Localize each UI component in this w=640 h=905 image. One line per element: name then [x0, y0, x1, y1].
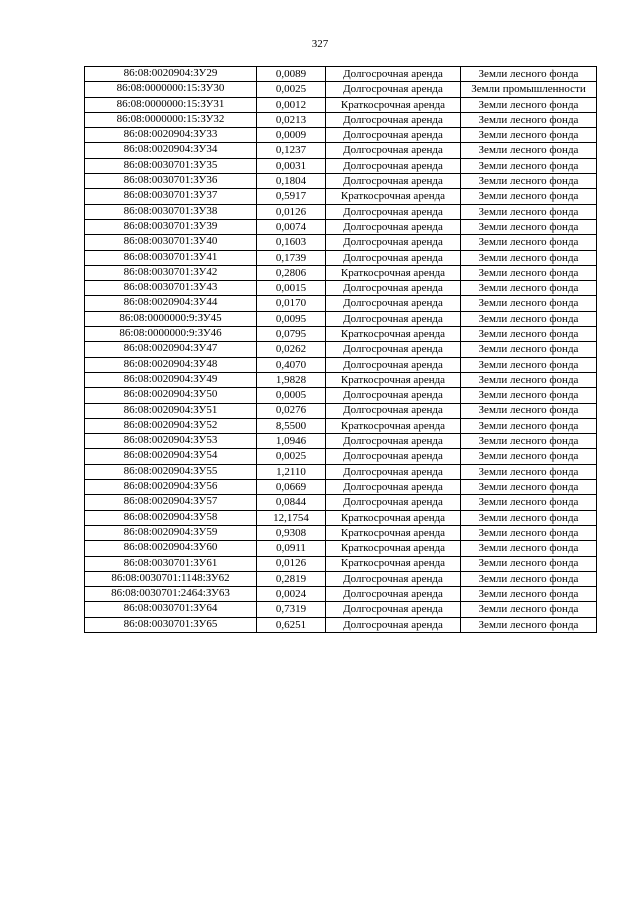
plot-id-cell: 86:08:0020904:ЗУ55 [85, 464, 257, 479]
plot-id-cell: 86:08:0020904:ЗУ57 [85, 495, 257, 510]
plot-id-cell: 86:08:0020904:ЗУ34 [85, 143, 257, 158]
land-category-cell: Земли лесного фонда [461, 67, 597, 82]
area-cell: 0,1237 [257, 143, 326, 158]
land-category-cell: Земли лесного фонда [461, 617, 597, 632]
lease-type-cell: Долгосрочная аренда [326, 388, 461, 403]
land-category-cell: Земли лесного фонда [461, 250, 597, 265]
lease-type-cell: Долгосрочная аренда [326, 250, 461, 265]
land-category-cell: Земли лесного фонда [461, 311, 597, 326]
area-cell: 0,0126 [257, 556, 326, 571]
table-row [85, 388, 597, 403]
lease-type-cell: Краткосрочная аренда [326, 525, 461, 540]
land-category-cell: Земли промышленности [461, 82, 597, 97]
plot-id-cell: 86:08:0020904:ЗУ44 [85, 296, 257, 311]
land-category-cell: Земли лесного фонда [461, 235, 597, 250]
land-category-cell: Земли лесного фонда [461, 418, 597, 433]
lease-type-cell: Долгосрочная аренда [326, 82, 461, 97]
table-row [85, 82, 597, 97]
land-category-cell: Земли лесного фонда [461, 495, 597, 510]
land-category-cell: Земли лесного фонда [461, 587, 597, 602]
plot-id-cell: 86:08:0020904:ЗУ56 [85, 480, 257, 495]
lease-type-cell: Долгосрочная аренда [326, 158, 461, 173]
lease-type-cell: Долгосрочная аренда [326, 67, 461, 82]
plot-id-cell: 86:08:0000000:15:ЗУ30 [85, 82, 257, 97]
area-cell: 0,0015 [257, 281, 326, 296]
land-category-cell: Земли лесного фонда [461, 158, 597, 173]
land-category-cell: Земли лесного фонда [461, 556, 597, 571]
land-category-cell: Земли лесного фонда [461, 281, 597, 296]
lease-type-cell: Краткосрочная аренда [326, 541, 461, 556]
table-row [85, 525, 597, 540]
table-row [85, 480, 597, 495]
area-cell: 0,0213 [257, 112, 326, 127]
area-cell: 8,5500 [257, 418, 326, 433]
plot-id-cell: 86:08:0030701:ЗУ42 [85, 265, 257, 280]
table-row [85, 235, 597, 250]
lease-type-cell: Долгосрочная аренда [326, 204, 461, 219]
table-row [85, 602, 597, 617]
table-row [85, 357, 597, 372]
table-row [85, 189, 597, 204]
table-row [85, 143, 597, 158]
lease-type-cell: Долгосрочная аренда [326, 311, 461, 326]
plot-id-cell: 86:08:0000000:9:ЗУ46 [85, 327, 257, 342]
plot-id-cell: 86:08:0020904:ЗУ47 [85, 342, 257, 357]
area-cell: 0,7319 [257, 602, 326, 617]
table-row [85, 281, 597, 296]
table-row [85, 495, 597, 510]
table-row [85, 617, 597, 632]
table-row [85, 204, 597, 219]
plot-id-cell: 86:08:0020904:ЗУ60 [85, 541, 257, 556]
table-row [85, 158, 597, 173]
area-cell: 1,2110 [257, 464, 326, 479]
land-category-cell: Земли лесного фонда [461, 97, 597, 112]
lease-type-cell: Долгосрочная аренда [326, 602, 461, 617]
land-category-cell: Земли лесного фонда [461, 189, 597, 204]
table-row [85, 587, 597, 602]
area-cell: 0,0262 [257, 342, 326, 357]
table-row [85, 311, 597, 326]
area-cell: 0,4070 [257, 357, 326, 372]
area-cell: 0,0025 [257, 449, 326, 464]
area-cell: 0,9308 [257, 525, 326, 540]
area-cell: 0,0005 [257, 388, 326, 403]
area-cell: 0,2819 [257, 571, 326, 586]
lease-type-cell: Долгосрочная аренда [326, 174, 461, 189]
land-category-cell: Земли лесного фонда [461, 265, 597, 280]
table-body [85, 67, 597, 633]
area-cell: 0,0795 [257, 327, 326, 342]
plot-id-cell: 86:08:0000000:15:ЗУ32 [85, 112, 257, 127]
table-row [85, 174, 597, 189]
lease-type-cell: Долгосрочная аренда [326, 235, 461, 250]
area-cell: 0,0095 [257, 311, 326, 326]
lease-type-cell: Краткосрочная аренда [326, 556, 461, 571]
area-cell: 0,0669 [257, 480, 326, 495]
lease-type-cell: Долгосрочная аренда [326, 449, 461, 464]
lease-type-cell: Долгосрочная аренда [326, 587, 461, 602]
lease-type-cell: Долгосрочная аренда [326, 112, 461, 127]
table-row [85, 541, 597, 556]
area-cell: 0,0844 [257, 495, 326, 510]
table-row [85, 464, 597, 479]
area-cell: 0,0170 [257, 296, 326, 311]
lease-type-cell: Краткосрочная аренда [326, 97, 461, 112]
plot-id-cell: 86:08:0020904:ЗУ52 [85, 418, 257, 433]
page-number: 327 [311, 38, 329, 50]
lease-type-cell: Краткосрочная аренда [326, 189, 461, 204]
plot-id-cell: 86:08:0020904:ЗУ48 [85, 357, 257, 372]
plot-id-cell: 86:08:0030701:ЗУ65 [85, 617, 257, 632]
lease-type-cell: Краткосрочная аренда [326, 510, 461, 525]
plot-id-cell: 86:08:0030701:ЗУ64 [85, 602, 257, 617]
plot-id-cell: 86:08:0000000:15:ЗУ31 [85, 97, 257, 112]
table-row [85, 449, 597, 464]
area-cell: 0,0025 [257, 82, 326, 97]
table-row [85, 250, 597, 265]
land-category-cell: Земли лесного фонда [461, 510, 597, 525]
area-cell: 0,0074 [257, 219, 326, 234]
lease-type-cell: Долгосрочная аренда [326, 143, 461, 158]
land-category-cell: Земли лесного фонда [461, 174, 597, 189]
plot-id-cell: 86:08:0030701:ЗУ37 [85, 189, 257, 204]
land-category-cell: Земли лесного фонда [461, 327, 597, 342]
table-row [85, 510, 597, 525]
table-row [85, 372, 597, 387]
land-category-cell: Земли лесного фонда [461, 128, 597, 143]
lease-type-cell: Долгосрочная аренда [326, 571, 461, 586]
table-row [85, 418, 597, 433]
land-category-cell: Земли лесного фонда [461, 204, 597, 219]
lease-type-cell: Долгосрочная аренда [326, 128, 461, 143]
table-row [85, 265, 597, 280]
table-row [85, 219, 597, 234]
land-category-cell: Земли лесного фонда [461, 525, 597, 540]
land-category-cell: Земли лесного фонда [461, 143, 597, 158]
land-category-cell: Земли лесного фонда [461, 464, 597, 479]
table-row [85, 112, 597, 127]
lease-type-cell: Долгосрочная аренда [326, 342, 461, 357]
lease-type-cell: Долгосрочная аренда [326, 617, 461, 632]
lease-type-cell: Долгосрочная аренда [326, 357, 461, 372]
area-cell: 1,0946 [257, 434, 326, 449]
plot-id-cell: 86:08:0030701:ЗУ36 [85, 174, 257, 189]
plot-id-cell: 86:08:0020904:ЗУ53 [85, 434, 257, 449]
table-row [85, 128, 597, 143]
lease-type-cell: Долгосрочная аренда [326, 495, 461, 510]
table-row [85, 434, 597, 449]
area-cell: 0,0911 [257, 541, 326, 556]
area-cell: 0,0031 [257, 158, 326, 173]
lease-type-cell: Долгосрочная аренда [326, 464, 461, 479]
area-cell: 0,5917 [257, 189, 326, 204]
land-category-cell: Земли лесного фонда [461, 296, 597, 311]
table-row [85, 97, 597, 112]
table-row [85, 403, 597, 418]
area-cell: 0,1603 [257, 235, 326, 250]
land-category-cell: Земли лесного фонда [461, 112, 597, 127]
area-cell: 12,1754 [257, 510, 326, 525]
area-cell: 0,0089 [257, 67, 326, 82]
plot-id-cell: 86:08:0020904:ЗУ51 [85, 403, 257, 418]
plot-id-cell: 86:08:0030701:ЗУ35 [85, 158, 257, 173]
lease-type-cell: Долгосрочная аренда [326, 219, 461, 234]
land-category-cell: Земли лесного фонда [461, 449, 597, 464]
lease-type-cell: Краткосрочная аренда [326, 418, 461, 433]
lease-type-cell: Долгосрочная аренда [326, 403, 461, 418]
table-row [85, 571, 597, 586]
table-row [85, 556, 597, 571]
land-plots-table [84, 66, 597, 633]
area-cell: 0,6251 [257, 617, 326, 632]
area-cell: 0,0126 [257, 204, 326, 219]
plot-id-cell: 86:08:0020904:ЗУ29 [85, 67, 257, 82]
lease-type-cell: Краткосрочная аренда [326, 265, 461, 280]
land-category-cell: Земли лесного фонда [461, 388, 597, 403]
area-cell: 1,9828 [257, 372, 326, 387]
lease-type-cell: Долгосрочная аренда [326, 434, 461, 449]
area-cell: 0,0276 [257, 403, 326, 418]
plot-id-cell: 86:08:0020904:ЗУ54 [85, 449, 257, 464]
table-row [85, 327, 597, 342]
land-category-cell: Земли лесного фонда [461, 571, 597, 586]
plot-id-cell: 86:08:0020904:ЗУ50 [85, 388, 257, 403]
plot-id-cell: 86:08:0030701:ЗУ41 [85, 250, 257, 265]
lease-type-cell: Долгосрочная аренда [326, 281, 461, 296]
plot-id-cell: 86:08:0030701:ЗУ61 [85, 556, 257, 571]
lease-type-cell: Краткосрочная аренда [326, 327, 461, 342]
lease-type-cell: Долгосрочная аренда [326, 296, 461, 311]
land-category-cell: Земли лесного фонда [461, 602, 597, 617]
land-category-cell: Земли лесного фонда [461, 342, 597, 357]
plot-id-cell: 86:08:0000000:9:ЗУ45 [85, 311, 257, 326]
plot-id-cell: 86:08:0030701:1148:ЗУ62 [85, 571, 257, 586]
land-category-cell: Земли лесного фонда [461, 434, 597, 449]
plot-id-cell: 86:08:0030701:ЗУ40 [85, 235, 257, 250]
plot-id-cell: 86:08:0020904:ЗУ33 [85, 128, 257, 143]
area-cell: 0,1739 [257, 250, 326, 265]
table-row [85, 342, 597, 357]
table-row [85, 296, 597, 311]
area-cell: 0,2806 [257, 265, 326, 280]
lease-type-cell: Краткосрочная аренда [326, 372, 461, 387]
land-category-cell: Земли лесного фонда [461, 372, 597, 387]
plot-id-cell: 86:08:0030701:ЗУ43 [85, 281, 257, 296]
plot-id-cell: 86:08:0030701:ЗУ38 [85, 204, 257, 219]
plot-id-cell: 86:08:0020904:ЗУ49 [85, 372, 257, 387]
plot-id-cell: 86:08:0030701:2464:ЗУ63 [85, 587, 257, 602]
plot-id-cell: 86:08:0020904:ЗУ58 [85, 510, 257, 525]
area-cell: 0,0024 [257, 587, 326, 602]
land-category-cell: Земли лесного фонда [461, 219, 597, 234]
plot-id-cell: 86:08:0020904:ЗУ59 [85, 525, 257, 540]
area-cell: 0,0012 [257, 97, 326, 112]
land-category-cell: Земли лесного фонда [461, 480, 597, 495]
area-cell: 0,0009 [257, 128, 326, 143]
land-category-cell: Земли лесного фонда [461, 541, 597, 556]
area-cell: 0,1804 [257, 174, 326, 189]
table-row [85, 67, 597, 82]
land-category-cell: Земли лесного фонда [461, 403, 597, 418]
plot-id-cell: 86:08:0030701:ЗУ39 [85, 219, 257, 234]
lease-type-cell: Долгосрочная аренда [326, 480, 461, 495]
land-category-cell: Земли лесного фонда [461, 357, 597, 372]
